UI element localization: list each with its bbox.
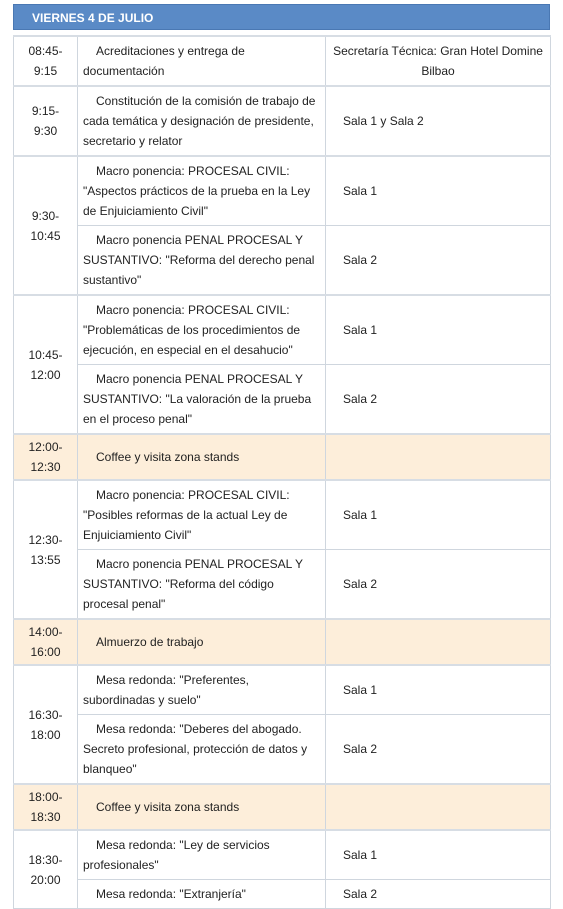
session-cell bbox=[78, 226, 326, 296]
session-cell bbox=[78, 880, 326, 909]
time-end: 10:45 bbox=[30, 228, 61, 243]
session-cell bbox=[78, 480, 326, 550]
time-start: 12:00- bbox=[28, 440, 63, 454]
time-end: 18:00 bbox=[30, 727, 61, 742]
room-cell bbox=[326, 619, 551, 665]
time-cell bbox=[14, 619, 78, 665]
session-cell bbox=[78, 715, 326, 785]
schedule-break-row bbox=[14, 619, 551, 665]
schedule-row bbox=[14, 665, 551, 715]
schedule-row bbox=[14, 36, 551, 86]
time-start: 08:45- bbox=[28, 44, 63, 58]
room-cell bbox=[326, 784, 551, 830]
time-start: 12:30- bbox=[28, 532, 63, 547]
time-end: 16:00 bbox=[30, 645, 61, 659]
room-label: Sala 2 bbox=[343, 392, 378, 406]
time-cell bbox=[14, 665, 78, 784]
session-title: Macro ponencia: PROCESAL CIVIL: "Posibles reformas de la actual Ley de Enjuiciamiento Civil" bbox=[83, 488, 290, 542]
session-cell bbox=[78, 830, 326, 880]
room-label: Sala 1 bbox=[343, 184, 378, 198]
session-cell bbox=[78, 36, 326, 86]
room-cell bbox=[326, 365, 551, 435]
schedule-row bbox=[14, 830, 551, 880]
schedule-body bbox=[14, 36, 551, 909]
session-title: Coffee y visita zona stands bbox=[96, 450, 240, 464]
time-end: 9:15 bbox=[33, 64, 58, 78]
time-end: 20:00 bbox=[30, 872, 61, 887]
schedule-break-row bbox=[14, 434, 551, 480]
schedule-row bbox=[14, 550, 551, 620]
room-cell bbox=[326, 434, 551, 480]
session-title: Coffee y visita zona stands bbox=[96, 800, 240, 814]
room-cell bbox=[326, 480, 551, 550]
room-cell bbox=[326, 665, 551, 715]
time-start: 9:30- bbox=[31, 208, 60, 223]
room-cell bbox=[326, 36, 551, 86]
schedule-row bbox=[14, 880, 551, 909]
session-title: Macro ponencia PENAL PROCESAL Y SUSTANTIVO: "Reforma del código procesal penal" bbox=[83, 557, 303, 611]
session-title: Macro ponencia: PROCESAL CIVIL: "Problemáticas de los procedimientos de ejecución, en especial en el desahucio" bbox=[83, 303, 301, 357]
schedule-break-row bbox=[14, 784, 551, 830]
session-title: Macro ponencia: PROCESAL CIVIL: "Aspectos prácticos de la prueba en la Ley de Enjuiciamiento Civil" bbox=[83, 164, 311, 218]
session-cell bbox=[78, 295, 326, 365]
session-cell bbox=[78, 550, 326, 620]
session-title: Mesa redonda: "Preferentes, subordinadas y suelo" bbox=[83, 673, 250, 707]
room-cell bbox=[326, 550, 551, 620]
time-start: 18:30- bbox=[28, 852, 63, 867]
room-cell bbox=[326, 715, 551, 785]
room-label: Sala 1 bbox=[343, 508, 378, 522]
room-cell bbox=[326, 880, 551, 909]
room-cell bbox=[326, 156, 551, 226]
time-cell bbox=[14, 86, 78, 156]
schedule-row bbox=[14, 295, 551, 365]
schedule-row bbox=[14, 226, 551, 296]
room-label: Sala 2 bbox=[343, 742, 378, 756]
time-cell bbox=[14, 784, 78, 830]
room-label: Sala 2 bbox=[343, 577, 378, 591]
session-title: Constitución de la comisión de trabajo de cada temática y designación de presidente, secretario y relator bbox=[83, 94, 316, 148]
time-start: 18:00- bbox=[28, 790, 63, 804]
session-cell bbox=[78, 86, 326, 156]
time-start: 14:00- bbox=[28, 625, 63, 639]
room-cell bbox=[326, 86, 551, 156]
schedule-panel bbox=[13, 4, 550, 909]
time-end: 12:30 bbox=[30, 460, 61, 474]
time-cell bbox=[14, 830, 78, 909]
session-title: Mesa redonda: "Ley de servicios profesionales" bbox=[83, 838, 270, 872]
session-cell bbox=[78, 784, 326, 830]
time-end: 9:30 bbox=[33, 124, 58, 138]
day-header bbox=[13, 4, 550, 30]
session-title: Acreditaciones y entrega de documentación bbox=[83, 44, 245, 78]
session-title: Mesa redonda: "Extranjería" bbox=[96, 887, 246, 901]
session-cell bbox=[78, 619, 326, 665]
room-cell bbox=[326, 226, 551, 296]
room-label: Sala 2 bbox=[343, 887, 378, 901]
session-cell bbox=[78, 665, 326, 715]
time-start: 9:15- bbox=[31, 104, 60, 118]
room-label: Secretaría Técnica: Gran Hotel Domine Bilbao bbox=[333, 44, 543, 78]
schedule-row bbox=[14, 156, 551, 226]
session-title: Macro ponencia PENAL PROCESAL Y SUSTANTIVO: "La valoración de la prueba en el proceso penal" bbox=[83, 372, 312, 426]
room-label: Sala 1 bbox=[343, 323, 378, 337]
day-title: VIERNES 4 DE JULIO bbox=[32, 11, 154, 25]
schedule-table bbox=[13, 35, 551, 909]
schedule-row bbox=[14, 86, 551, 156]
room-label: Sala 1 bbox=[343, 683, 378, 697]
room-cell bbox=[326, 295, 551, 365]
time-start: 10:45- bbox=[28, 347, 63, 362]
room-label: Sala 2 bbox=[343, 253, 378, 267]
schedule-row bbox=[14, 365, 551, 435]
time-cell bbox=[14, 434, 78, 480]
schedule-row bbox=[14, 480, 551, 550]
session-title: Mesa redonda: "Deberes del abogado. Secreto profesional, protección de datos y blanqueo" bbox=[83, 722, 308, 776]
schedule-row bbox=[14, 715, 551, 785]
room-label: Sala 1 bbox=[343, 848, 378, 862]
time-cell bbox=[14, 36, 78, 86]
time-cell bbox=[14, 480, 78, 619]
time-start: 16:30- bbox=[28, 707, 63, 722]
time-end: 13:55 bbox=[30, 552, 61, 567]
time-cell bbox=[14, 156, 78, 295]
room-label: Sala 1 y Sala 2 bbox=[343, 114, 424, 128]
time-end: 18:30 bbox=[30, 810, 61, 824]
room-cell bbox=[326, 830, 551, 880]
time-cell bbox=[14, 295, 78, 434]
time-end: 12:00 bbox=[30, 367, 61, 382]
session-cell bbox=[78, 156, 326, 226]
session-title: Almuerzo de trabajo bbox=[96, 635, 204, 649]
session-cell bbox=[78, 365, 326, 435]
session-cell bbox=[78, 434, 326, 480]
session-title: Macro ponencia PENAL PROCESAL Y SUSTANTIVO: "Reforma del derecho penal sustantivo" bbox=[83, 233, 315, 287]
